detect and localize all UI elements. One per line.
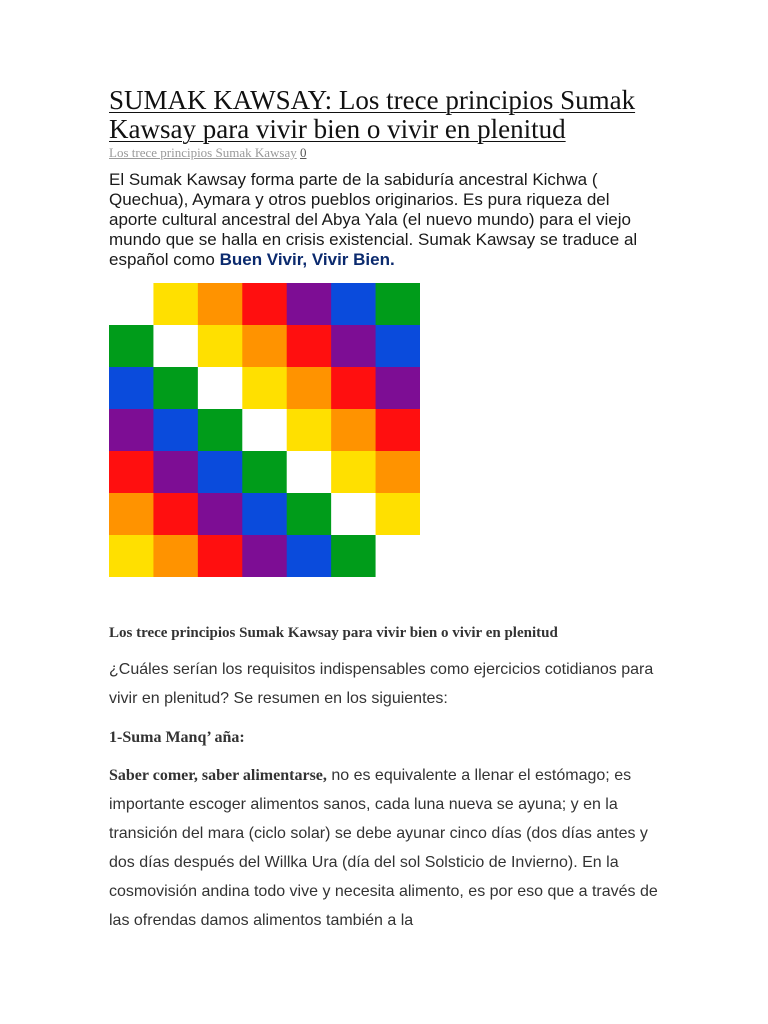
wiphala-cell	[242, 367, 287, 410]
wiphala-cell	[376, 493, 420, 536]
principle-1-heading: 1-Suma Manq’ aña:	[109, 729, 245, 746]
wiphala-cell	[153, 451, 198, 494]
wiphala-cell	[242, 451, 287, 494]
principle-1-text: no es equivalente a llenar el estómago; es importante escoger alimentos sanos, cada luna nueva se ayuna; y en la transición del mara (ciclo solar) se debe ayunar cinco días (dos días antes y dos días después del Willka Ura (día del sol Solsticio de Invierno). En la cosmovisión andina todo vive y necesita alimento, es por eso que a través de las ofrendas damos alimentos también a la	[109, 767, 658, 929]
wiphala-cell	[109, 493, 154, 536]
wiphala-cell	[287, 451, 332, 494]
wiphala-cell	[242, 493, 287, 536]
wiphala-cell	[109, 325, 154, 368]
wiphala-cell	[287, 409, 332, 452]
wiphala-cell	[242, 283, 287, 326]
wiphala-cell	[331, 367, 376, 410]
wiphala-cell	[376, 535, 420, 577]
wiphala-cell	[331, 409, 376, 452]
wiphala-cell	[198, 409, 243, 452]
wiphala-cell	[109, 367, 154, 410]
wiphala-cell	[153, 493, 198, 536]
wiphala-cell	[331, 535, 376, 577]
wiphala-cell	[153, 283, 198, 326]
wiphala-cell	[198, 535, 243, 577]
wiphala-cell	[198, 367, 243, 410]
wiphala-cell	[287, 325, 332, 368]
principle-1-lead: Saber comer, saber alimentarse,	[109, 767, 327, 784]
wiphala-cell	[287, 535, 332, 577]
principle-1-paragraph	[109, 761, 669, 935]
wiphala-cell	[376, 325, 420, 368]
category-link[interactable]: Los trece principios Sumak Kawsay	[109, 145, 297, 160]
wiphala-flag-image	[109, 283, 420, 577]
wiphala-cell	[153, 367, 198, 410]
article-title[interactable]: SUMAK KAWSAY: Los trece principios Sumak Kawsay para vivir bien o vivir en plenitud	[109, 85, 636, 144]
wiphala-cell	[109, 283, 154, 326]
wiphala-cell	[376, 409, 420, 452]
wiphala-cell	[331, 283, 376, 326]
wiphala-cell	[153, 325, 198, 368]
wiphala-cell	[376, 283, 420, 326]
wiphala-cell	[376, 367, 420, 410]
intro-highlight: Buen Vivir, Vivir Bien.	[219, 250, 395, 269]
wiphala-cell	[109, 409, 154, 452]
section-subtitle: Los trece principios Sumak Kawsay para vivir bien o vivir en plenitud	[109, 625, 558, 641]
wiphala-cell	[198, 451, 243, 494]
comment-count-link[interactable]: 0	[299, 145, 307, 160]
wiphala-cell	[153, 409, 198, 452]
wiphala-cell	[287, 283, 332, 326]
wiphala-cell	[198, 493, 243, 536]
wiphala-cell	[331, 451, 376, 494]
wiphala-cell	[331, 325, 376, 368]
wiphala-cell	[153, 535, 198, 577]
question-paragraph: ¿Cuáles serían los requisitos indispensables como ejercicios cotidianos para vivir en plenitud? Se resumen en los siguientes:	[109, 661, 654, 707]
wiphala-cell	[287, 493, 332, 536]
intro-text: El Sumak Kawsay forma parte de la sabiduría ancestral Kichwa ( Quechua), Aymara y otros pueblos originarios. Es pura riqueza del aporte cultural ancestral del Abya Yala (el nuevo mundo) para el viejo mundo que se halla en crisis existencial. Sumak Kawsay se traduce al español como	[109, 170, 638, 269]
wiphala-cell	[242, 409, 287, 452]
wiphala-cell	[287, 367, 332, 410]
wiphala-cell	[109, 535, 154, 577]
wiphala-cell	[331, 493, 376, 536]
intro-paragraph	[109, 170, 654, 270]
wiphala-cell	[242, 325, 287, 368]
wiphala-cell	[198, 283, 243, 326]
wiphala-cell	[109, 451, 154, 494]
wiphala-cell	[376, 451, 420, 494]
wiphala-cell	[198, 325, 243, 368]
wiphala-cell	[242, 535, 287, 577]
article-meta	[109, 145, 306, 161]
